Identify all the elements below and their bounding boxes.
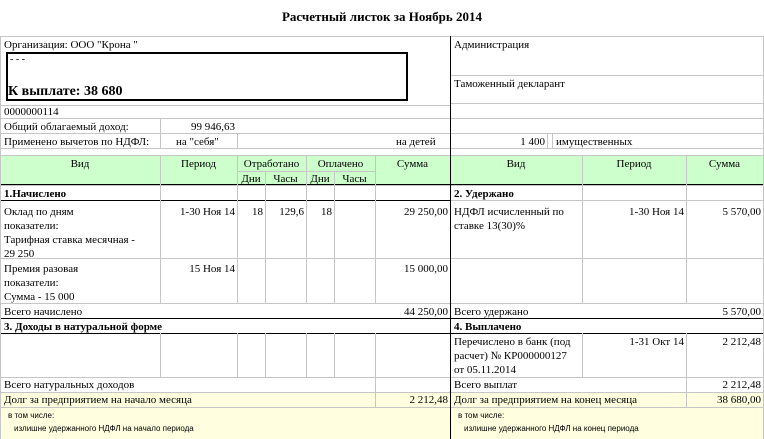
self-deduction-label: на "себя" bbox=[176, 136, 219, 148]
accrued-row-1-line-4: 29 250 bbox=[4, 248, 35, 260]
debt-start-incl-label: в том числе: bbox=[8, 411, 55, 420]
total-accrued-value: 44 250,00 bbox=[404, 306, 448, 318]
accrued-row-2-line-2: показатели: bbox=[4, 277, 59, 289]
accrued-row-1-line-2: показатели: bbox=[4, 220, 59, 232]
accrued-row-1-line-3: Тарифная ставка месячная - bbox=[4, 234, 135, 246]
property-deduction-label: имущественных bbox=[556, 136, 633, 148]
section-accrued: 1.Начислено bbox=[4, 188, 67, 200]
total-natural-label: Всего натуральных доходов bbox=[4, 379, 135, 391]
col-header-sum-right: Сумма bbox=[708, 158, 741, 170]
accrued-row-1-paid-days: 18 bbox=[321, 206, 332, 218]
withheld-row-1-line-2: ставке 13(30)% bbox=[454, 220, 526, 232]
col-header-vid-left: Вид bbox=[70, 158, 90, 170]
section-withheld: 2. Удержано bbox=[454, 188, 514, 200]
col-header-period-right: Период bbox=[616, 158, 652, 170]
accrued-row-2-period: 15 Ноя 14 bbox=[189, 263, 235, 275]
taxable-income-label: Общий облагаемый доход: bbox=[4, 121, 129, 133]
withheld-row-1-period: 1-30 Ноя 14 bbox=[629, 206, 684, 218]
department-label: Администрация bbox=[454, 39, 530, 51]
masked-name: - - - bbox=[10, 54, 25, 65]
col-header-period-left: Период bbox=[181, 158, 216, 170]
accrued-row-2-line-1: Премия разовая bbox=[4, 263, 79, 275]
total-paid-label: Всего выплат bbox=[454, 379, 518, 391]
withheld-row-1-line-1: НДФЛ исчисленный по bbox=[454, 206, 564, 218]
debt-end-label: Долг за предприятием на конец месяца bbox=[454, 394, 637, 406]
col-header-paid-days: Дни bbox=[310, 173, 330, 185]
paid-row-1-line-2: расчет) № КР000000127 bbox=[454, 350, 567, 362]
col-header-worked-hours: Часы bbox=[273, 173, 298, 185]
col-header-sum-left: Сумма bbox=[396, 158, 429, 170]
debt-end-incl-label: в том числе: bbox=[458, 411, 505, 420]
position-label: Таможенный декларант bbox=[454, 78, 565, 90]
paid-row-1-period: 1-31 Окт 14 bbox=[629, 336, 684, 348]
total-withheld-value: 5 570,00 bbox=[722, 306, 761, 318]
accrued-row-1-line-1: Оклад по дням bbox=[4, 206, 74, 218]
accrued-row-2-sum: 15 000,00 bbox=[404, 263, 448, 275]
col-header-worked-days: Дни bbox=[241, 173, 261, 185]
accrued-row-1-worked-hours: 129,6 bbox=[279, 206, 304, 218]
total-accrued-label: Всего начислено bbox=[4, 306, 83, 318]
accrued-row-1-period: 1-30 Ноя 14 bbox=[180, 206, 235, 218]
deductions-label: Применено вычетов по НДФЛ: bbox=[4, 136, 150, 148]
col-header-paid: Оплачено bbox=[317, 158, 364, 170]
paid-row-1-line-1: Перечислено в банк (под bbox=[454, 336, 571, 348]
withheld-row-1-sum: 5 570,00 bbox=[722, 206, 761, 218]
col-header-vid-right: Вид bbox=[506, 158, 526, 170]
col-header-paid-hours: Часы bbox=[342, 173, 367, 185]
accrued-row-2-line-3: Сумма - 15 000 bbox=[4, 291, 75, 303]
section-natural-income: 3. Доходы в натуральной форме bbox=[4, 321, 163, 333]
excess-tax-start-label: излишне удержанного НДФЛ на начало периода bbox=[14, 424, 194, 433]
paid-row-1-sum: 2 212,48 bbox=[722, 336, 761, 348]
debt-end-value: 38 680,00 bbox=[717, 394, 761, 406]
debt-start-label: Долг за предприятием на начало месяца bbox=[4, 394, 192, 406]
debt-start-value: 2 212,48 bbox=[409, 394, 448, 406]
children-deduction-label: на детей bbox=[396, 136, 436, 148]
to-pay-amount: К выплате: 38 680 bbox=[8, 84, 123, 99]
page-title: Расчетный листок за Ноябрь 2014 bbox=[281, 9, 483, 24]
total-paid-value: 2 212,48 bbox=[722, 379, 761, 391]
accrued-row-1-sum: 29 250,00 bbox=[404, 206, 448, 218]
excess-tax-end-label: излишне удержанного НДФЛ на конец периода bbox=[464, 424, 639, 433]
total-withheld-label: Всего удержано bbox=[454, 306, 529, 318]
col-header-worked: Отработано bbox=[243, 158, 300, 170]
accrued-row-1-worked-days: 18 bbox=[252, 206, 263, 218]
paid-row-1-line-3: от 05.11.2014 bbox=[454, 364, 517, 376]
taxable-income-value: 99 946,63 bbox=[191, 121, 235, 133]
children-deduction-value: 1 400 bbox=[520, 136, 545, 148]
tab-number: 0000000114 bbox=[4, 106, 59, 118]
section-paid-out: 4. Выплачено bbox=[454, 321, 522, 333]
organization-label: Организация: ООО "Крона " bbox=[4, 39, 138, 51]
